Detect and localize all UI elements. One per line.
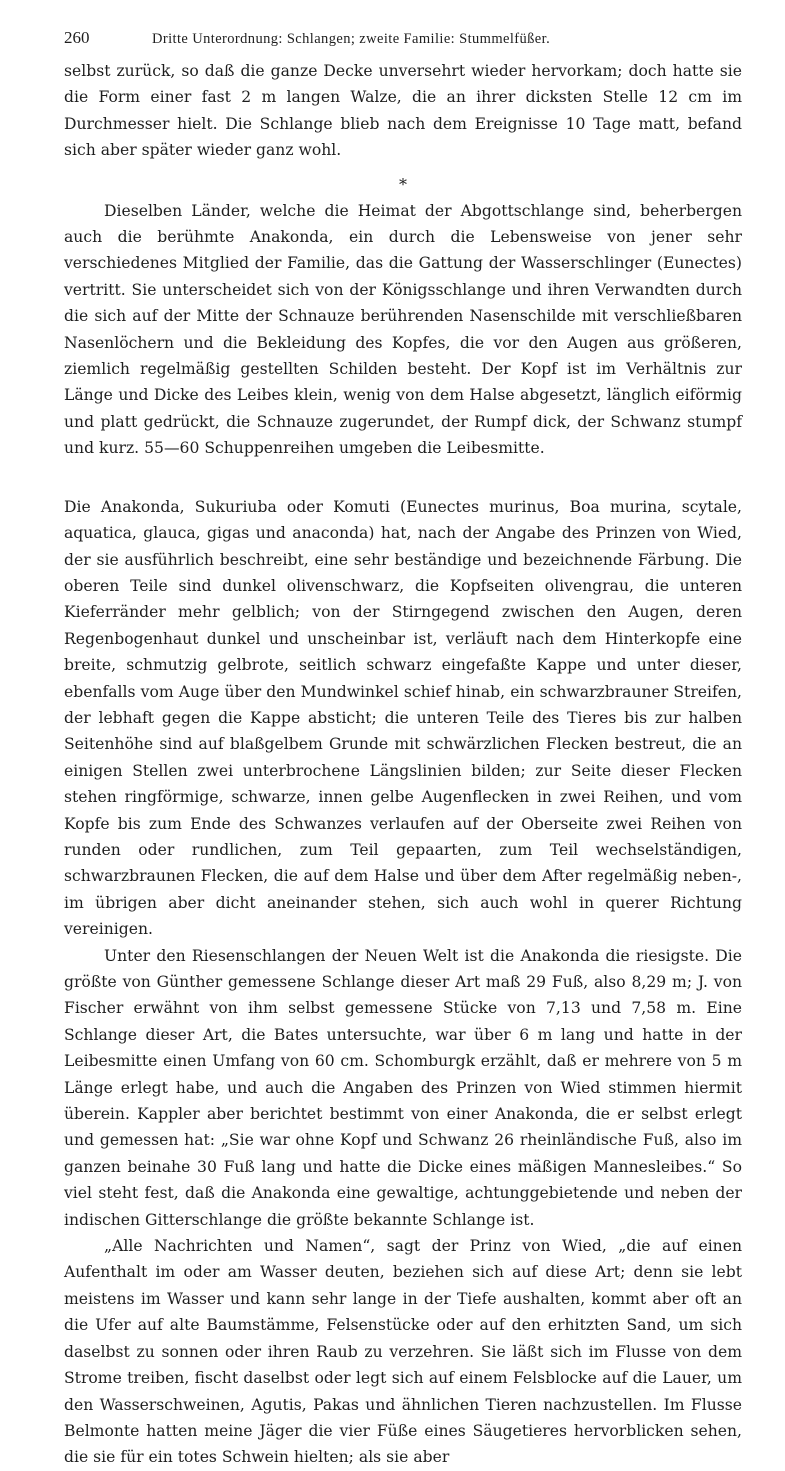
paragraph-wied-quote: „Alle Nachrichten und Namen“, sagt der Prinz von Wied, „die auf einen Aufenthalt im oder am Wasser deuten, beziehen sich auf diese Art; denn sie lebt meistens im Wasser und kann sehr lange in der Tiefe aushalten, kommt aber oft an die Ufer auf alte Baumstämme, Felsenstücke oder auf den erhitzten Sand, um sich daselbst zu sonnen oder ihren Raub zu verzehren. Sie läßt sich im Flusse von dem Strome treiben, fischt daselbst oder legt sich auf einem Felsblocke auf die Lauer, um den Wasserschweinen, Agutis, Pakas und ähnlichen Tieren nachzustellen. Im Flusse Belmonte hatten meine Jäger die vier Füße eines Säugetieres hervorblicken sehen, die sie für ein totes Schwein hielten; als sie aber	[64, 1237, 742, 1467]
book-page	[64, 28, 742, 1471]
section-separator: *	[399, 174, 407, 194]
body-text	[64, 58, 742, 1471]
paragraph-gap	[64, 462, 742, 494]
paragraph-anakonda-size: Unter den Riesenschlangen der Neuen Welt ist die Anakonda die riesigste. Die größte von Günther gemessene Schlange dieser Art maß 29 Fuß, also 8,29 m; J. von Fischer erwähnt von ihm selbst gemessene Stücke von 7,13 und 7,58 m. Eine Schlange dieser Art, die Bates untersuchte, war über 6 m lang und hatte in der Leibesmitte einen Umfang von 60 cm. Schomburgk erzählt, daß er mehrere von 5 m Länge erlegt habe, und auch die Angaben des Prinzen von Wied stimmen hiermit überein. Kappler aber berichtet bestimmt von einer Anakonda, die er selbst erlegt und gemessen hat: „Sie war ohne Kopf und Schwanz 26 rheinländische Fuß, also im ganzen beinahe 30 Fuß lang und hatte die Dicke eines mäßigen Mannesleibes.“ So viel steht fest, daß die Anakonda eine gewaltige, achtunggebietende und neben der indischen Gitterschlange die größte bekannte Schlange ist.	[64, 946, 742, 1229]
paragraph-continuation: selbst zurück, so daß die ganze Decke unversehrt wieder hervorkam; doch hatte sie die Form einer fast 2 m langen Walze, die an ihrer dicksten Stelle 12 cm im Durchmesser hielt. Die Schlange blieb nach dem Ereignisse 10 Tage matt, befand sich aber später wieder ganz wohl.	[64, 62, 742, 160]
paragraph-anakonda-description: Die Anakonda, Sukuriuba oder Komuti (Eunectes murinus, Boa murina, scytale, aquatica, glauca, gigas und anaconda) hat, nach der Angabe des Prinzen von Wied, der sie ausführlich beschreibt, eine sehr beständige und bezeichnende Färbung. Die oberen Teile sind dunkel olivenschwarz, die Kopfseiten olivengrau, die unteren Kieferränder mehr gelblich; von der Stirngegend zwischen den Augen, deren Regenbogenhaut dunkel und unscheinbar ist, verläuft nach dem Hinterkopfe eine breite, schmutzig gelbrote, seitlich schwarz eingefaßte Kappe und unter dieser, ebenfalls vom Auge über den Mundwinkel schief hinab, ein schwarzbrauner Streifen, der lebhaft gegen die Kappe absticht; die unteren Teile des Tieres bis zur halben Seitenhöhe sind auf blaßgelbem Grunde mit schwärzlichen Flecken bestreut, die an einigen Stellen zwei unterbrochene Längslinien bilden; zur Seite dieser Flecken stehen ringförmige, schwarze, innen gelbe Augenflecken in zwei Reihen, und vom Kopfe bis zum Ende des Schwanzes verlaufen auf der Oberseite zwei Reihen von runden oder rundlichen, zum Teil gepaarten, zum Teil wechselständigen, schwarzbraunen Flecken, die auf dem Halse und über dem After regelmäßig neben-, im übrigen aber dicht aneinander stehen, sich auch wohl in querer Richtung vereinigen.	[64, 497, 742, 939]
running-head	[64, 28, 742, 58]
paragraph-eunectes-genus: Dieselben Länder, welche die Heimat der Abgottschlange sind, beherbergen auch die berühmte Anakonda, ein durch die Lebensweise von jener sehr verschiedenes Mitglied der Familie, das die Gattung der Wasserschlinger (Eunectes) vertritt. Sie unterscheidet sich von der Königsschlange und ihren Verwandten durch die sich auf der Mitte der Schnauze berührenden Nasenschilde mit verschließbaren Nasenlöchern und die Bekleidung des Kopfes, die vor den Augen aus größeren, ziemlich regelmäßig gestellten Schilden besteht. Der Kopf ist im Verhältnis zur Länge und Dicke des Leibes klein, wenig von dem Halse abgesetzt, länglich eiförmig und platt gedrückt, die Schnauze zugerundet, der Rumpf dick, der Schwanz stumpf und kurz. 55—60 Schuppenreihen umgeben die Leibesmitte.	[64, 201, 742, 458]
page-number: 260	[64, 28, 90, 47]
chapter-heading: Dritte Unterordnung: Schlangen; zweite Familie: Stummelfüßer.	[152, 31, 551, 47]
